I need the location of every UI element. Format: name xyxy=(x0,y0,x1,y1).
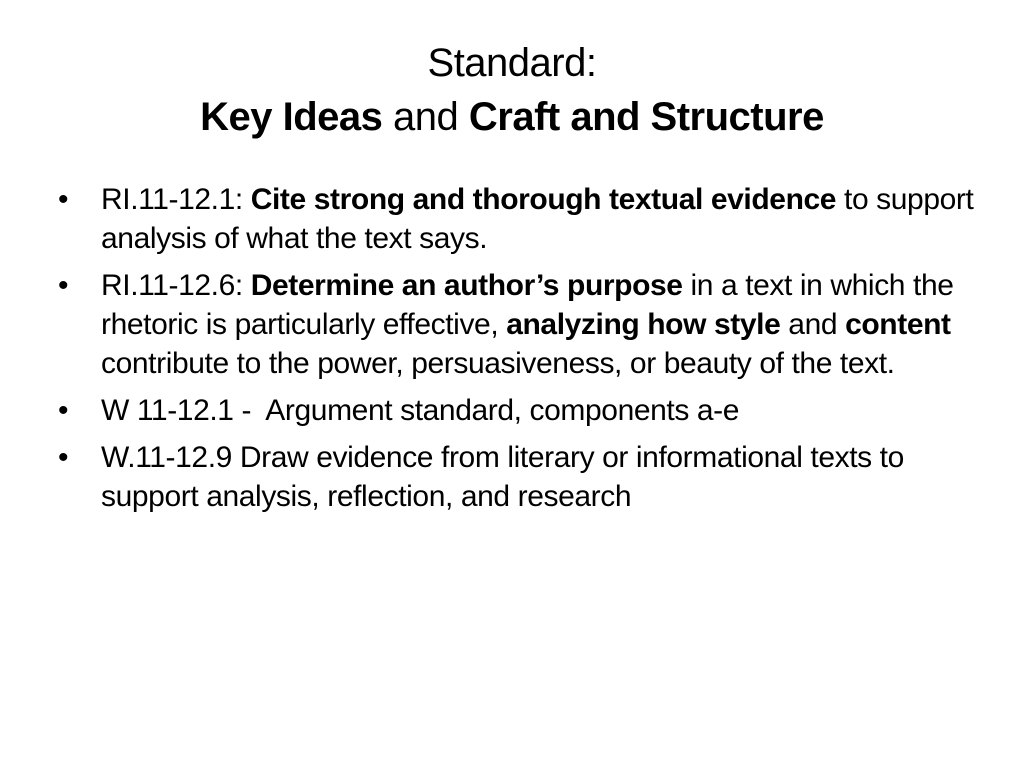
title-and: and xyxy=(382,95,469,139)
bullet-text: contribute to the power, persuasiveness, or beauty of the text. xyxy=(101,347,895,380)
bullet-item-ri-6 xyxy=(58,266,978,383)
bullet-text: W.11-12.9 Draw evidence from literary or informational texts to support analysis, reflection, and research xyxy=(101,441,904,513)
bullet-list xyxy=(58,180,978,524)
bullet-icon: • xyxy=(58,269,69,302)
bullet-icon: • xyxy=(58,394,69,427)
bullet-bold: analyzing how style xyxy=(506,308,781,341)
bullet-text: in a text in which the rhetoric is particularly effective, xyxy=(101,269,954,341)
title-line-topics xyxy=(60,90,964,144)
title-key-ideas: Key Ideas xyxy=(200,95,383,139)
bullet-text: and xyxy=(780,308,846,341)
bullet-bold: Determine an author’s purpose xyxy=(250,269,683,302)
bullet-text: to support analysis of what the text says. xyxy=(101,183,974,255)
bullet-item-w-9 xyxy=(58,438,978,516)
bullet-icon: • xyxy=(58,441,69,474)
title-craft-structure: Craft and Structure xyxy=(468,95,824,139)
bullet-prefix: RI.11-12.6: xyxy=(101,269,251,302)
bullet-prefix: RI.11-12.1: xyxy=(101,183,251,216)
bullet-text: W 11-12.1 - Argument standard, components a-e xyxy=(101,394,740,427)
bullet-bold: content xyxy=(845,308,951,341)
bullet-item-ri-1 xyxy=(58,180,978,258)
bullet-icon: • xyxy=(58,183,69,216)
bullet-item-w-1 xyxy=(58,391,978,430)
bullet-bold: Cite strong and thorough textual evidence xyxy=(250,183,837,216)
title-line-standard: Standard: xyxy=(427,41,597,85)
slide-title xyxy=(60,36,964,144)
